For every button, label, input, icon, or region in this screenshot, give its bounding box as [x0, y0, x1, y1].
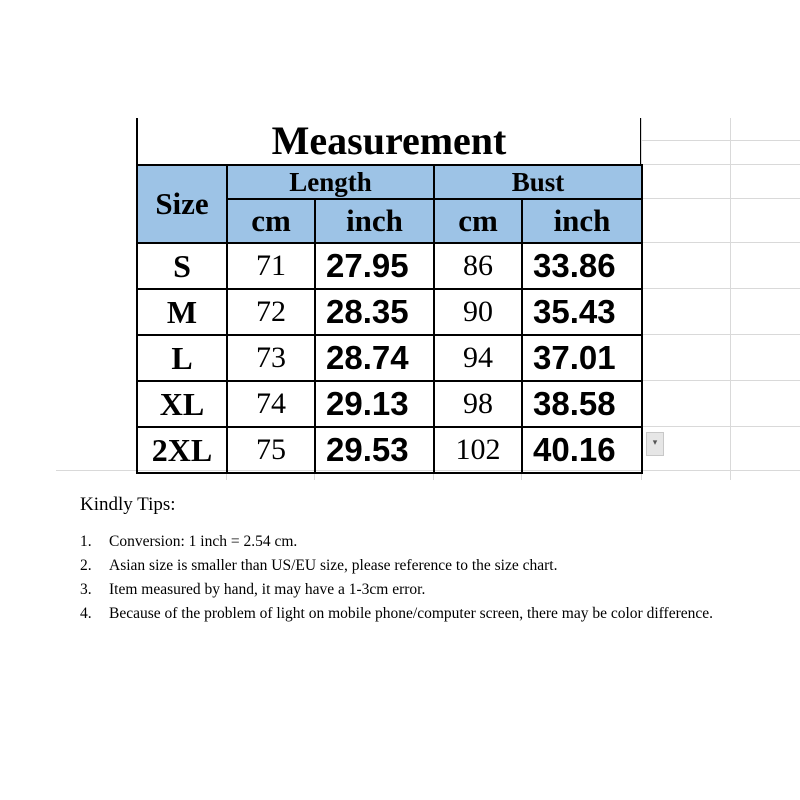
inch-value-cell: 29.13: [315, 381, 434, 427]
length-header-cell: Length: [227, 165, 434, 199]
unit-header-cell: inch: [522, 199, 642, 243]
size-cell: M: [137, 289, 227, 335]
size-cell: 2XL: [137, 427, 227, 473]
table-body: [137, 243, 642, 473]
inch-value-cell: 35.43: [522, 289, 642, 335]
tip-item: [80, 530, 770, 554]
grid-line: [641, 198, 800, 199]
inch-value-cell: 29.53: [315, 427, 434, 473]
grid-line: [641, 334, 800, 335]
table-row: [137, 381, 642, 427]
unit-header-cell: cm: [434, 199, 522, 243]
grid-line: [641, 380, 800, 381]
table-row: [137, 243, 642, 289]
cm-value-cell: 94: [434, 335, 522, 381]
grid-line: [641, 288, 800, 289]
tip-text: Asian size is smaller than US/EU size, please reference to the size chart.: [109, 557, 558, 574]
tips-list: [80, 530, 770, 626]
grid-line: [641, 164, 800, 165]
size-cell: L: [137, 335, 227, 381]
inch-value-cell: 38.58: [522, 381, 642, 427]
tip-number: 4.: [80, 605, 92, 622]
grid-line: [641, 242, 800, 243]
grid-line: [641, 140, 800, 141]
cm-value-cell: 74: [227, 381, 315, 427]
cm-value-cell: 73: [227, 335, 315, 381]
header-row-group: [137, 165, 642, 199]
inch-value-cell: 28.74: [315, 335, 434, 381]
inch-value-cell: 33.86: [522, 243, 642, 289]
size-table: [136, 164, 643, 474]
bust-header-cell: Bust: [434, 165, 642, 199]
table-row: [137, 335, 642, 381]
inch-value-cell: 28.35: [315, 289, 434, 335]
tip-number: 1.: [80, 533, 92, 550]
tips-section: [80, 494, 770, 626]
cm-value-cell: 86: [434, 243, 522, 289]
inch-value-cell: 27.95: [315, 243, 434, 289]
dropdown-arrow-icon[interactable]: ▾: [646, 432, 664, 456]
size-header-cell: Size: [137, 165, 227, 243]
inch-value-cell: 37.01: [522, 335, 642, 381]
tip-item: [80, 554, 770, 578]
unit-header-cell: inch: [315, 199, 434, 243]
cm-value-cell: 102: [434, 427, 522, 473]
inch-value-cell: 40.16: [522, 427, 642, 473]
unit-header-cell: cm: [227, 199, 315, 243]
cm-value-cell: 72: [227, 289, 315, 335]
grid-line: [641, 426, 800, 427]
tip-item: [80, 578, 770, 602]
cm-value-cell: 71: [227, 243, 315, 289]
tip-number: 2.: [80, 557, 92, 574]
table-title: Measurement: [136, 118, 641, 164]
cm-value-cell: 75: [227, 427, 315, 473]
tip-number: 3.: [80, 581, 92, 598]
table-row: [137, 289, 642, 335]
size-cell: S: [137, 243, 227, 289]
cm-value-cell: 90: [434, 289, 522, 335]
tip-text: Conversion: 1 inch = 2.54 cm.: [109, 533, 298, 550]
tip-text: Item measured by hand, it may have a 1-3cm error.: [109, 581, 426, 598]
table-row: [137, 427, 642, 473]
cm-value-cell: 98: [434, 381, 522, 427]
tip-text: Because of the problem of light on mobile phone/computer screen, there may be color difference.: [109, 605, 713, 622]
size-cell: XL: [137, 381, 227, 427]
tips-title: Kindly Tips:: [80, 494, 176, 515]
tip-item: [80, 602, 770, 626]
